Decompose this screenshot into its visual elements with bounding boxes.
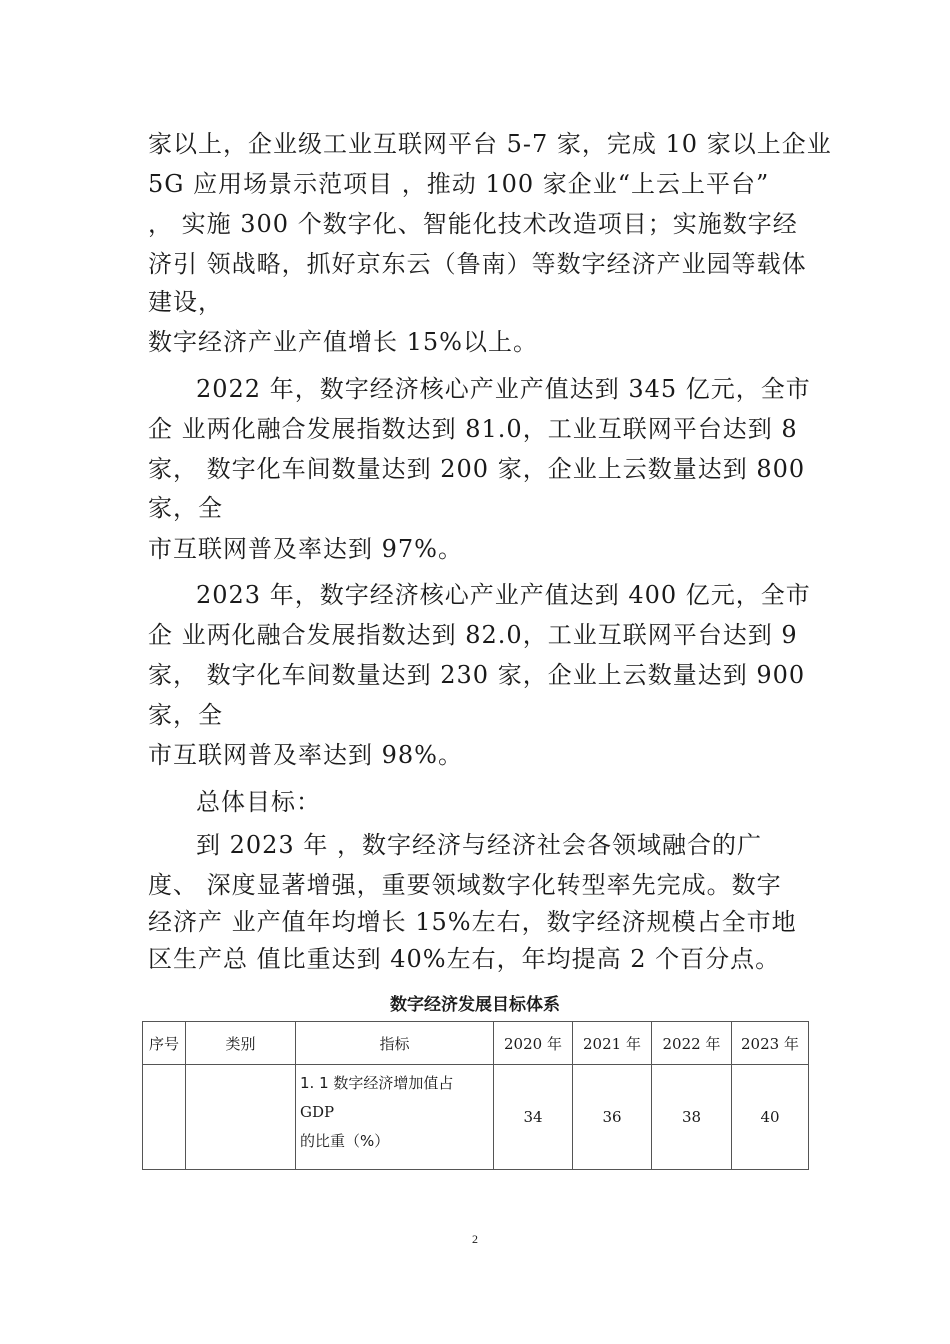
table-header-row — [143, 1022, 809, 1065]
body-line: 经济产 业产值年均增长 15%左右，数字经济规模占全市地 — [148, 908, 797, 936]
header-2021: 2021 年 — [573, 1022, 652, 1065]
page-number: 2 — [472, 1232, 478, 1246]
body-line: 区生产总 值比重达到 40%左右，年均提高 2 个百分点。 — [148, 945, 781, 973]
body-line: 家，全 — [148, 494, 223, 522]
body-line: 度、 深度显著增强，重要领域数字化转型率先完成。数字 — [148, 871, 782, 899]
body-line: ， 实施 300 个数字化、智能化技术改造项目；实施数字经 — [148, 210, 798, 238]
cell-value-2022: 38 — [652, 1065, 732, 1170]
cell-value-2021: 36 — [573, 1065, 652, 1170]
body-line: 到 2023 年 ，数字经济与经济社会各领域融合的广 — [196, 831, 762, 859]
body-line: 建设， — [148, 288, 223, 316]
body-line: 2022 年，数字经济核心产业产值达到 345 亿元，全市 — [196, 375, 811, 403]
body-line: 企 业两化融合发展指数达到 81.0，工业互联网平台达到 8 — [148, 415, 798, 443]
table-row — [143, 1065, 809, 1170]
goals-table — [142, 1021, 809, 1170]
body-line: 家，全 — [148, 701, 223, 729]
body-line: 5G 应用场景示范项目 ，推动 100 家企业“上云上平台” — [148, 170, 770, 198]
cell-indicator — [296, 1065, 494, 1170]
header-2023: 2023 年 — [732, 1022, 809, 1065]
body-line: 企 业两化融合发展指数达到 82.0，工业互联网平台达到 9 — [148, 621, 798, 649]
cell-category — [186, 1065, 296, 1170]
body-line: 家以上，企业级工业互联网平台 5-7 家，完成 10 家以上企业 — [148, 130, 832, 158]
body-line: 家， 数字化车间数量达到 200 家，企业上云数量达到 800 — [148, 455, 806, 483]
cell-seq — [143, 1065, 186, 1170]
header-indicator: 指标 — [296, 1022, 494, 1065]
cell-value-2020: 34 — [494, 1065, 573, 1170]
table-title: 数字经济发展目标体系 — [390, 995, 560, 1015]
body-line: 济引 领战略，抓好京东云（鲁南）等数字经济产业园等载体 — [148, 250, 807, 278]
cell-value-2023: 40 — [732, 1065, 809, 1170]
section-heading: 总体目标： — [196, 788, 321, 816]
body-line: 2023 年，数字经济核心产业产值达到 400 亿元，全市 — [196, 581, 811, 609]
body-line: 市互联网普及率达到 97%。 — [148, 535, 463, 563]
body-line: 数字经济产业产值增长 15%以上。 — [148, 328, 538, 356]
body-line: 家， 数字化车间数量达到 230 家，企业上云数量达到 900 — [148, 661, 806, 689]
header-2020: 2020 年 — [494, 1022, 573, 1065]
header-category: 类别 — [186, 1022, 296, 1065]
indicator-line: GDP — [300, 1103, 335, 1121]
body-line: 市互联网普及率达到 98%。 — [148, 741, 463, 769]
header-seq: 序号 — [143, 1022, 186, 1065]
indicator-line: 的比重（%） — [300, 1132, 390, 1150]
indicator-line: 1. 1 数字经济增加值占 — [300, 1074, 454, 1092]
header-2022: 2022 年 — [652, 1022, 732, 1065]
